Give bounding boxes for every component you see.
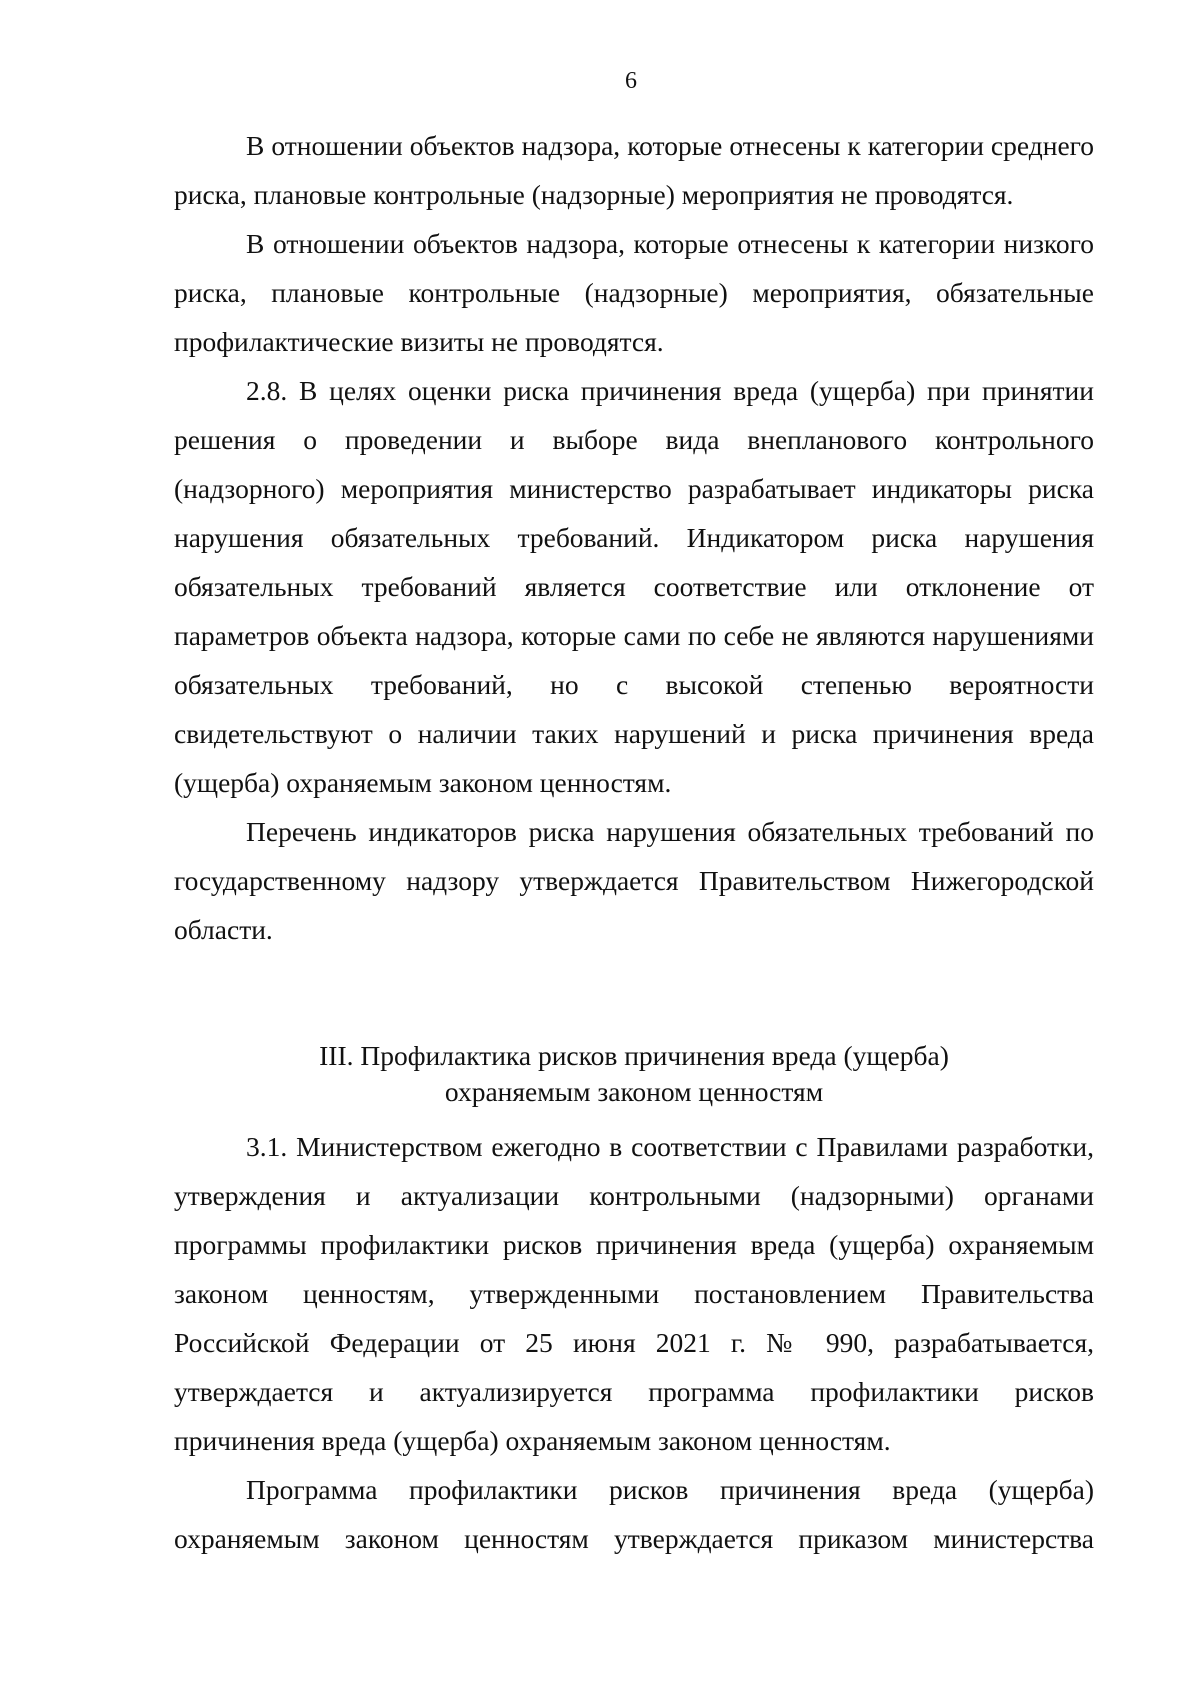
- paragraph-medium-risk: В отношении объектов надзора, которые отнесены к категории среднего риска, плановые контрольные (надзорные) мероприятия не проводятся.: [174, 130, 1094, 210]
- body-text-upper: [174, 121, 1094, 954]
- paragraph-low-risk: В отношении объектов надзора, которые отнесены к категории низкого риска, плановые контрольные (надзорные) мероприятия, обязательные профилактические визиты не проводятся.: [174, 228, 1094, 357]
- section-heading-line-2: охраняемым законом ценностям: [444, 1076, 824, 1107]
- body-text-lower: [174, 1122, 1094, 1563]
- paragraph-2-8: 2.8. В целях оценки риска причинения вреда (ущерба) при принятии решения о проведении и выборе вида внепланового контрольного (надзорного) мероприятия министерство разрабатывает индикаторы риска нарушения обязательных требований. Индикатором риска нарушения обязательных требований является соответствие или отклонение от параметров объекта надзора, которые сами по себе не являются нарушениями обязательных требований, но с высокой степенью вероятности свидетельствуют о наличии таких нарушений и риска причинения вреда (ущерба) охраняемым законом ценностям.: [174, 375, 1094, 798]
- paragraph-indicator-list: Перечень индикаторов риска нарушения обязательных требований по государственному надзору утверждается Правительством Нижегородской области.: [174, 816, 1094, 945]
- paragraph-3-1: 3.1. Министерством ежегодно в соответствии с Правилами разработки, утверждения и актуализации контрольными (надзорными) органами программы профилактики рисков причинения вреда (ущерба) охраняемым законом ценностям, утвержденными постановлением Правительства Российской Федерации от 25 июня 2021 г. № 990, разрабатывается, утверждается и актуализируется программа профилактики рисков причинения вреда (ущерба) охраняемым законом ценностям.: [174, 1131, 1094, 1456]
- paragraph-prevention-program: Программа профилактики рисков причинения вреда (ущерба) охраняемым законом ценностям утверждается приказом министерства: [174, 1474, 1094, 1554]
- section-heading-line-1: III. Профилактика рисков причинения вреда (ущерба): [319, 1040, 949, 1071]
- section-heading: [174, 1038, 1094, 1110]
- page-number: 6: [625, 68, 637, 94]
